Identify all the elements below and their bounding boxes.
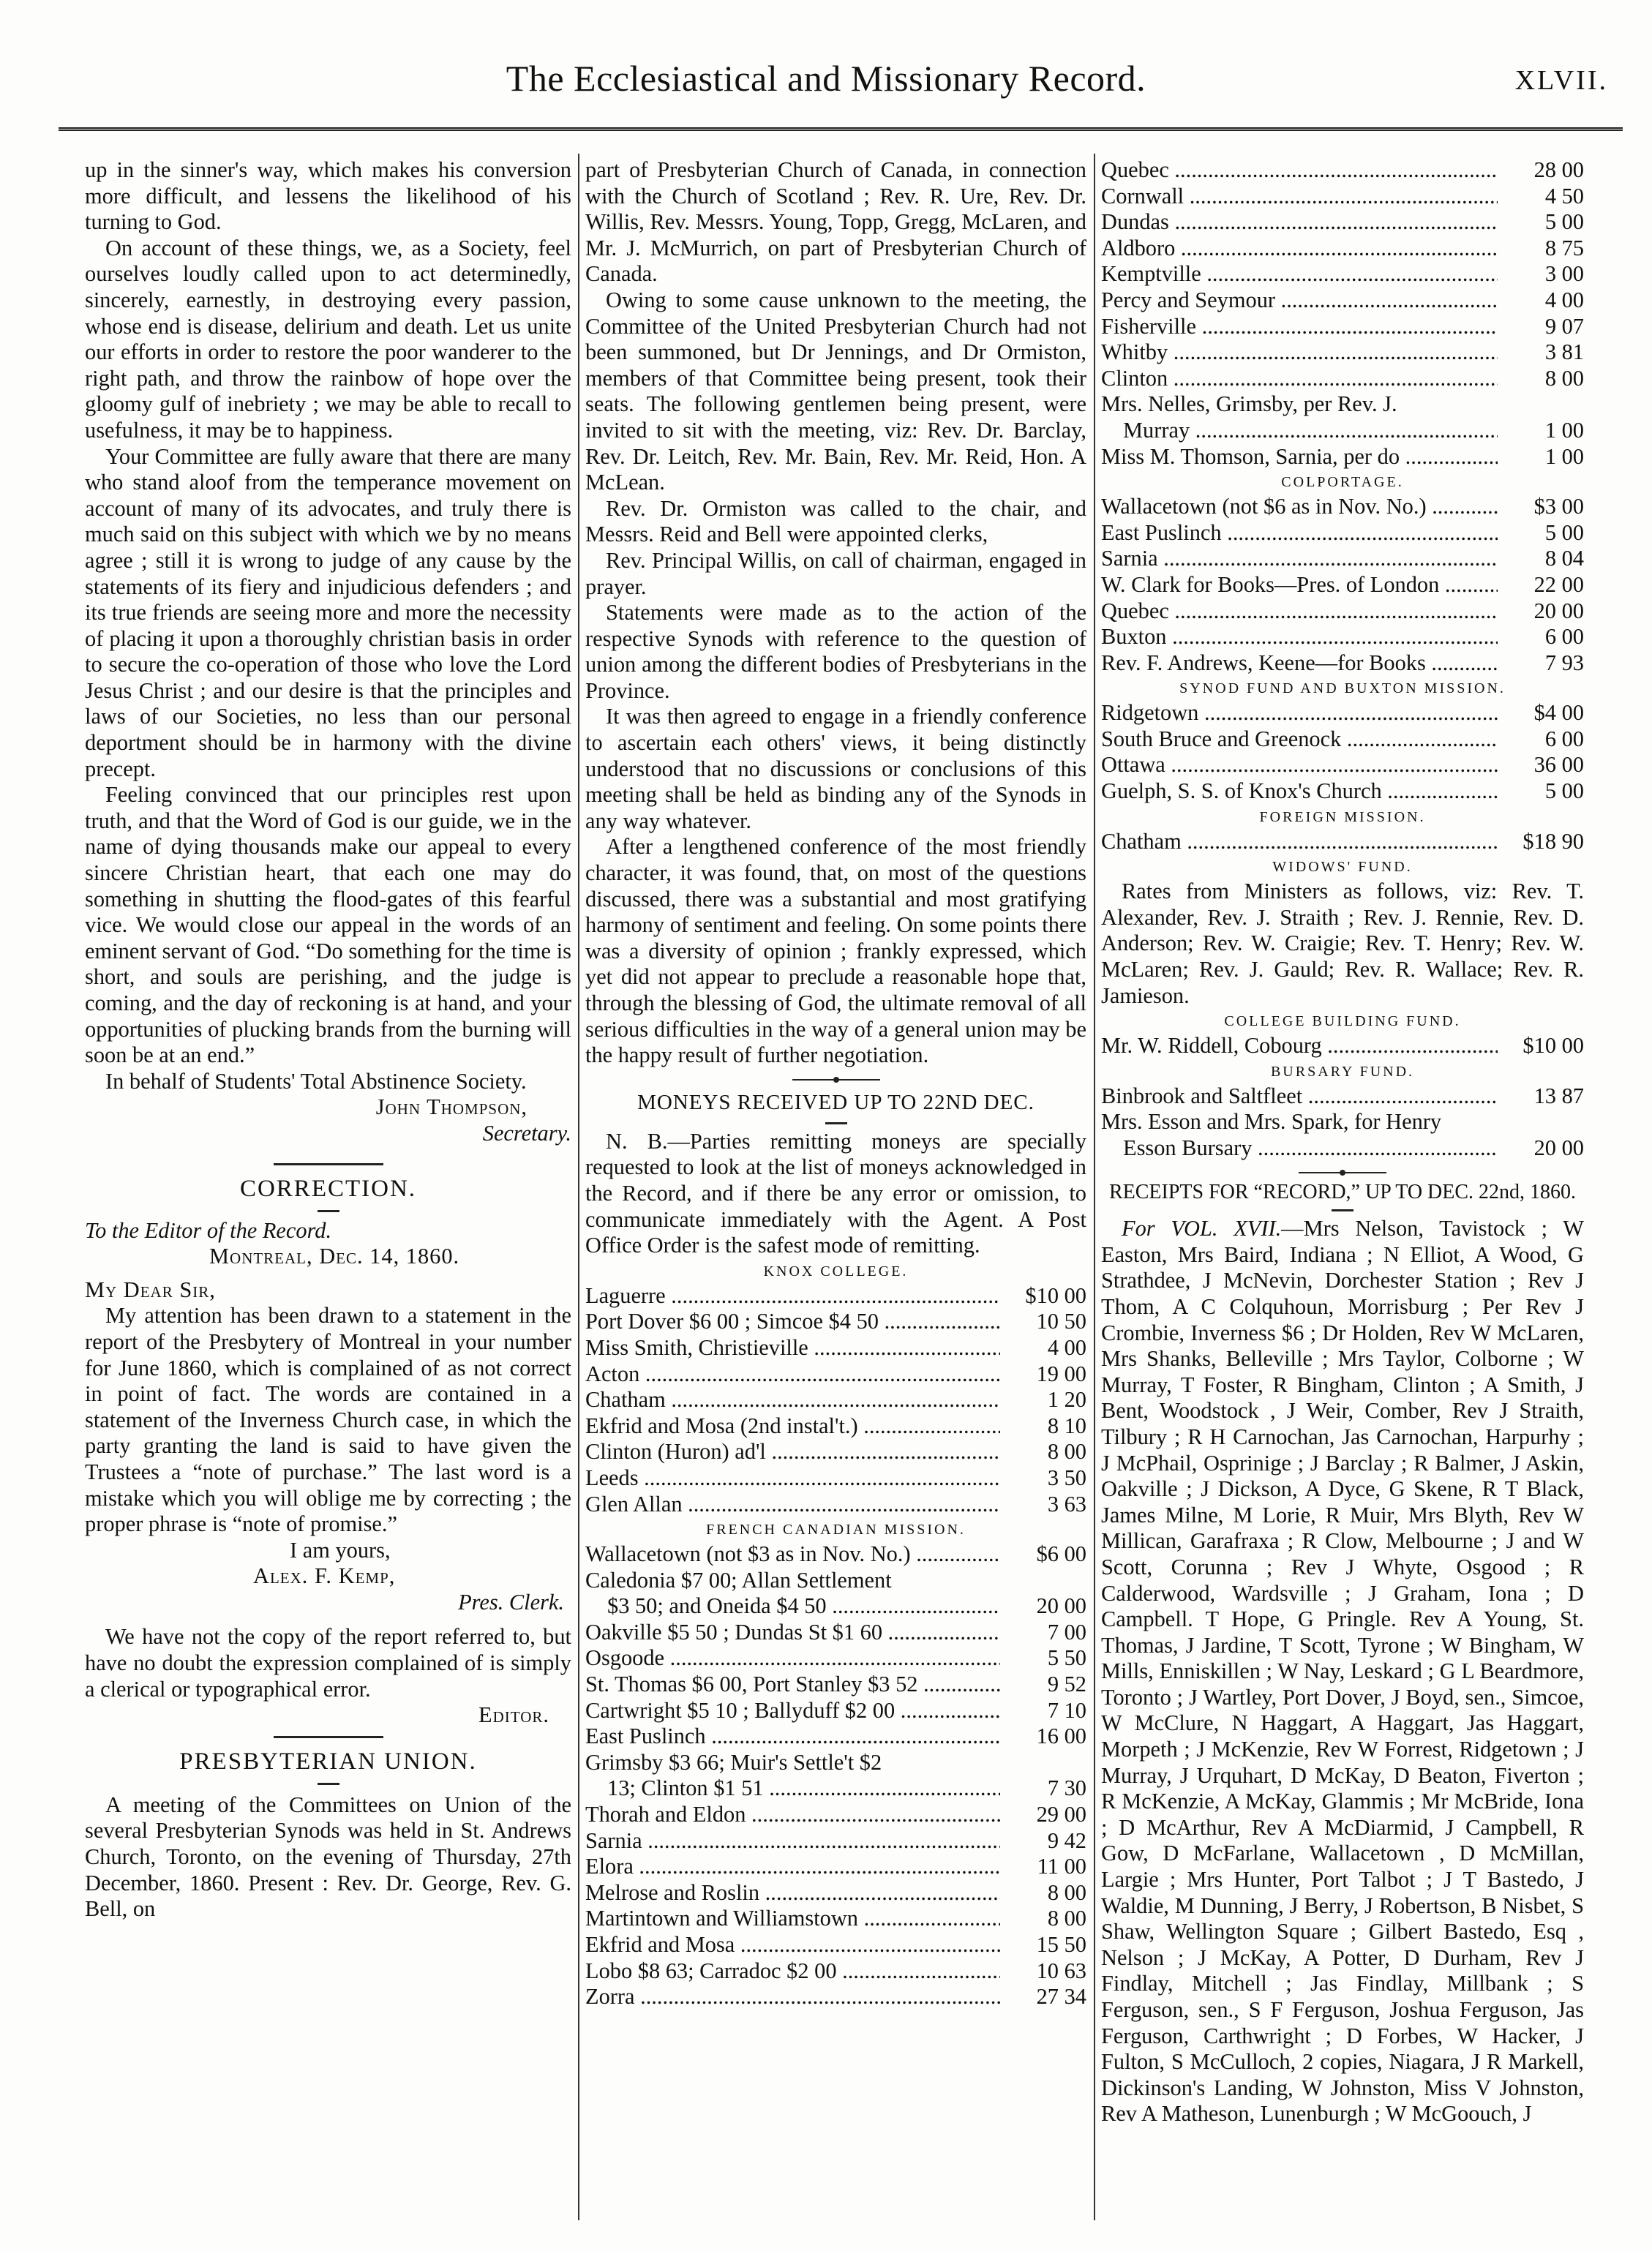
- paragraph: After a lengthened conference of the most friendly character, it was found, that, on most of the questions discussed, there was a substantial and most gratifying harmony of sentiment and feeling. On some points there was a diversity of opinion ; frankly expressed, which yet did not appear to preclude a reasonable hope that, through the blessing of God, the ultimate removal of all serious difficulties in the way of a general union may be the happy result of further negotiation.: [585, 834, 1086, 1068]
- ledger-entry-amount: 36 00: [1533, 752, 1584, 778]
- page-header: [29, 57, 1623, 138]
- editor-note: We have not the copy of the report referred to, but have no doubt the expression complained of is simply a clerical or typographical error.: [85, 1624, 571, 1702]
- column-divider: [578, 154, 579, 2220]
- column-middle: [585, 157, 1086, 2213]
- synod-fund-heading: SYNOD FUND AND BUXTON MISSION.: [1179, 680, 1506, 697]
- ledger-entry-name: 13; Clinton $1 51 .....: [585, 1775, 1000, 1802]
- ledger-entry-name: Chatham .....: [1101, 829, 1498, 855]
- paragraph: It was then agreed to engage in a friendly conference to ascertain each others' views, it being distinctly understood that no discussions or conclusions of this meeting shall be held as binding any of the Synods in any way whatever.: [585, 704, 1086, 833]
- ledger-entry-name: Acton .....: [585, 1361, 1000, 1388]
- ledger-row: [1101, 418, 1584, 444]
- ledger-row: [1101, 339, 1584, 366]
- ledger-row: [1101, 157, 1584, 184]
- ledger-row: [1101, 829, 1584, 855]
- section-rule: [1299, 1172, 1386, 1173]
- paragraph: part of Presbyterian Church of Canada, in connection with the Church of Scotland ; Rev. R. Ure, Rev. Dr. Willis, Rev. Messrs. Young, Topp, Gregg, McLaren, and Mr. J. McMurrich, on part of Presbyterian Church of Canada.: [585, 157, 1086, 287]
- ledger-entry-amount: 20 00: [1533, 598, 1584, 623]
- ledger-entry-amount: 8 75: [1544, 235, 1584, 260]
- ledger-entry-amount: 8 04: [1544, 546, 1584, 571]
- receipts-heading: RECEIPTS FOR “RECORD,” UP TO DEC. 22nd, 1860.: [1108, 1180, 1577, 1203]
- ledger-row: [1101, 726, 1584, 753]
- section-rule: [792, 1079, 880, 1081]
- bursary-fund-ledger: [1101, 1083, 1584, 1162]
- ledger-entry-amount: 7 10: [1047, 1697, 1086, 1723]
- synod-fund-ledger: [1101, 700, 1584, 804]
- ledger-entry-amount: 13 87: [1533, 1083, 1584, 1108]
- ledger-entry-amount: 15 50: [1036, 1932, 1086, 1957]
- letter-closing: I am yours,: [290, 1537, 391, 1563]
- ledger-entry-amount: 20 00: [1036, 1593, 1086, 1619]
- ledger-entry-amount: 3 50: [1047, 1465, 1086, 1490]
- ledger-entry-name: Caledonia $7 00; Allan Settlement: [585, 1567, 892, 1593]
- ledger-entry-amount: 1 20: [1047, 1387, 1086, 1413]
- ledger-row: [1101, 288, 1584, 314]
- ledger-entry-name: Sarnia .....: [585, 1828, 1000, 1854]
- paragraph: Rev. Principal Willis, on call of chairman, engaged in prayer.: [585, 547, 1086, 599]
- notice-text: N. B.—Parties remitting moneys are specially requested to look at the list of moneys acknowledged in the Record, and if there be any error or omission, to communicate immediately with the Agent. A Post Office Order is the safest mode of remitting.: [585, 1128, 1086, 1258]
- ledger-entry-name: Mr. W. Riddell, Cobourg .....: [1101, 1033, 1498, 1059]
- ledger-entry-name: Leeds .....: [585, 1465, 1000, 1492]
- page-number: XLVII.: [1514, 65, 1608, 96]
- ledger-entry-amount: 4 00: [1047, 1334, 1086, 1360]
- ledger-entry-name: Ridgetown .....: [1101, 700, 1498, 726]
- ledger-entry-amount: 4 50: [1544, 183, 1584, 208]
- moneys-heading: MONEYS RECEIVED UP TO 22ND DEC.: [637, 1090, 1035, 1114]
- ledger-row: [1101, 546, 1584, 572]
- signature-title: Secretary.: [482, 1120, 571, 1146]
- ledger-entry-name: Rev. F. Andrews, Keene—for Books .....: [1101, 650, 1498, 677]
- correction-heading: CORRECTION.: [239, 1175, 417, 1202]
- section-rule: [274, 1163, 383, 1165]
- ledger-entry-amount: 6 00: [1544, 726, 1584, 751]
- ledger-entry-amount: 11 00: [1037, 1854, 1086, 1879]
- ledger-row: [1101, 209, 1584, 236]
- ledger-entry-amount: 1 00: [1544, 443, 1584, 469]
- bursary-fund-heading: BURSARY FUND.: [1270, 1063, 1415, 1080]
- ledger-row: [585, 1283, 1086, 1309]
- ledger-entry-amount: 27 34: [1036, 1984, 1086, 2010]
- ledger-entry-name: Esson Bursary .....: [1101, 1135, 1498, 1162]
- ledger-entry-name: Mrs. Esson and Mrs. Spark, for Henry: [1101, 1109, 1442, 1135]
- ledger-row: [585, 1413, 1086, 1440]
- ledger-entry-name: Miss M. Thomson, Sarnia, per do .....: [1101, 444, 1498, 470]
- ledger-entry-amount: 8 00: [1047, 1906, 1086, 1931]
- ledger-row: [1101, 314, 1584, 340]
- ledger-row: [1101, 624, 1584, 650]
- ledger-entry-amount: 29 00: [1036, 1802, 1086, 1827]
- ledger-row: [1101, 1033, 1584, 1059]
- ledger-entry-amount: 5 50: [1047, 1645, 1086, 1671]
- ledger-row: [1101, 598, 1584, 625]
- paragraph: Owing to some cause unknown to the meeting, the Committee of the United Presbyterian Church had not been summoned, but Dr Jennings, and Dr Ormiston, members of that Committee being present, took their seats. The following gentlemen being present, were invited to sit with the meeting, viz: Rev. Dr. Barclay, Rev. Dr. Leitch, Rev. Mr. Bain, Rev. Mr. Reid, Hon. A McLean.: [585, 287, 1086, 495]
- ledger-entry-name: Ottawa .....: [1101, 752, 1498, 778]
- ledger-row: [1101, 1109, 1584, 1135]
- widows-fund-heading: WIDOWS' FUND.: [1272, 859, 1413, 876]
- union-text: A meeting of the Committees on Union of the several Presbyterian Synods was held in St. Andrews Church, Toronto, on the evening of Thursday, 27th December, 1860. Present : Rev. Dr. George, Rev. G. Bell, on: [85, 1792, 571, 1922]
- ledger-entry-name: Thorah and Eldon .....: [585, 1802, 1000, 1828]
- ledger-entry-name: Grimsby $3 66; Muir's Settle't $2: [585, 1749, 882, 1775]
- ledger-entry-name: Laguerre .....: [585, 1283, 1000, 1309]
- ledger-entry-amount: 7 00: [1047, 1619, 1086, 1645]
- knox-college-ledger: [585, 1283, 1086, 1517]
- ledger-entry-name: Zorra .....: [585, 1984, 1000, 2010]
- ledger-entry-name: Elora .....: [585, 1854, 1000, 1880]
- ledger-row: [585, 1439, 1086, 1465]
- ledger-entry-name: W. Clark for Books—Pres. of London .....: [1101, 572, 1498, 598]
- ledger-row: [585, 1828, 1086, 1854]
- ledger-row: [585, 1593, 1086, 1620]
- ledger-entry-name: Fisherville .....: [1101, 314, 1498, 340]
- ledger-entry-amount: 5 00: [1544, 519, 1584, 545]
- ledger-row: [1101, 520, 1584, 546]
- ledger-row: [585, 1750, 1086, 1776]
- ledger-row: [1101, 366, 1584, 392]
- ledger-row: [585, 1335, 1086, 1361]
- ledger-row: [585, 1775, 1086, 1802]
- union-heading: PRESBYTERIAN UNION.: [179, 1748, 477, 1775]
- ledger-entry-name: Clinton .....: [1101, 366, 1498, 392]
- french-mission-ledger: [585, 1541, 1086, 2010]
- foreign-mission-ledger: [1101, 829, 1584, 855]
- ledger-row: [1101, 752, 1584, 778]
- receipts-volume: For VOL. XVII.: [1122, 1216, 1282, 1241]
- ledger-row: [585, 1958, 1086, 1985]
- receipts-list: —Mrs Nelson, Tavistock ; W Easton, Mrs Baird, Indiana ; N Elliot, A Wood, G Strathdee, J McNevin, Dorchester Station ; Rev J Thom, A C Colquhoun, Morrisburg ; Per Rev J Crombie, Inverness $6 ; Dr Holden, Rev W McLaren, Mrs Shanks, Belleville ; Mrs Taylor, Colborne ; W Murray, T Foster, R Bingham, Clinton ; A Smith, J Bent, Woodstock , J Weir, Comber, Rev J Straith, Tilbury ; R H Carnochan, Jas Carnochan, Harpurhy ; J McPhail, Osprinige ; J Barclay ; R Balmer, J Askin, Oakville ; J Dickson, A Dyce, G Skene, R T Black, James Milne, M Lorie, R Muir, Mrs Blyth, Rev W Millican, Garafraxa ; R Clow, Melbourne ; J and W Scott, Corunna ; Rev J Whyte, Osgood ; R Calderwood, Wardsville ; J Graham, Iona ; D Campbell. T Hope, G Pringle. Rev A Young, St. Thomas, J Jardine, T Scott, Tyrone ; W Bingham, W Mills, Enniskillen ; W Nay, Leskard ; G L Beardmore, Toronto ; J Wartley, Port Dover, J Boyd, sen., Simcoe, W McClure, N Haggart, A Haggart, Jas Haggart, Morpeth ; J McKenzie, Rev W Forrest, Ridgetown ; J Murray, J Urquhart, D McKay, D Beaton, Fiverton ; R McKenzie, A McKay, Glammis ; Mr McBride, Iona ; D McArthur, Rev A McDiarmid, J Campbell, R Gow, D McFarlane, Wallacetown , D McMillan, Largie ; Mrs Hunter, Port Talbot ; J T Bastedo, J Waldie, M Dunning, J Berry, J Robertson, B Nisbet, S Shaw, Wellington Square ; Gilbert Bastedo, Esq , Nelson ; J McKay, A Potter, D Durham, Rev J Findlay, Mitchell ; Jas Findlay, Millbank ; S Ferguson, sen., S F Ferguson, Joshua Ferguson, Jas Ferguson, Carthwright ; D Forbes, W Hacker, J Fulton, S McCulloch, 2 copies, Niagara, J R Markell, Dickinson's Landing, W Johnston, Miss V Johnston, Rev A Matheson, Lunenburgh ; W McGoouch, J: [1101, 1216, 1584, 2127]
- college-building-ledger: [1101, 1033, 1584, 1059]
- ledger-entry-amount: 9 52: [1047, 1672, 1086, 1697]
- ledger-entry-name: Sarnia .....: [1101, 546, 1498, 572]
- ledger-row: [585, 1387, 1086, 1413]
- ledger-row: [585, 1645, 1086, 1672]
- french-mission-ledger-continued: [1101, 157, 1584, 470]
- ledger-entry-amount: 10 50: [1036, 1309, 1086, 1334]
- ledger-entry-name: Ekfrid and Mosa .....: [585, 1932, 1000, 1958]
- section-rule: [318, 1783, 339, 1785]
- letter-closing-title: Pres. Clerk.: [458, 1589, 564, 1615]
- ledger-row: [1101, 184, 1584, 210]
- ledger-entry-name: East Puslinch .....: [585, 1724, 1000, 1750]
- ledger-entry-amount: 8 00: [1544, 365, 1584, 391]
- ledger-entry-name: Buxton .....: [1101, 624, 1498, 650]
- ledger-row: [585, 1698, 1086, 1724]
- colportage-ledger: [1101, 494, 1584, 676]
- ledger-entry-amount: 16 00: [1036, 1724, 1086, 1749]
- ledger-entry-amount: $4 00: [1533, 700, 1584, 726]
- ledger-entry-name: Murray .....: [1101, 418, 1498, 444]
- ledger-entry-name: Whitby .....: [1101, 339, 1498, 366]
- ledger-row: [1101, 391, 1584, 418]
- ledger-entry-name: East Puslinch .....: [1101, 520, 1498, 546]
- ledger-entry-name: Binbrook and Saltfleet .....: [1101, 1083, 1498, 1110]
- ledger-row: [1101, 650, 1584, 677]
- ledger-entry-amount: 5 00: [1544, 209, 1584, 235]
- ledger-row: [1101, 1135, 1584, 1162]
- ledger-entry-name: Ekfrid and Mosa (2nd instal't.) .....: [585, 1413, 1000, 1440]
- ledger-row: [585, 1906, 1086, 1932]
- letter-dateline: Montreal, Dec. 14, 1860.: [209, 1244, 460, 1269]
- ledger-entry-name: Wallacetown (not $6 as in Nov. No.) .....: [1101, 494, 1498, 520]
- paragraph: Statements were made as to the action of the respective Synods with reference to the question of union among the different bodies of Presbyterians in the Province.: [585, 600, 1086, 703]
- ledger-entry-name: Port Dover $6 00 ; Simcoe $4 50 .....: [585, 1309, 1000, 1335]
- ledger-row: [585, 1880, 1086, 1906]
- ledger-row: [585, 1361, 1086, 1388]
- ledger-entry-name: Clinton (Huron) ad'l .....: [585, 1439, 1000, 1465]
- paragraph: Your Committee are fully aware that there are many who stand aloof from the temperance movement on account of many of its advocates, and truly there is much said on this subject with which we by no means agree ; still it is wrong to judge of any cause by the statements of its fiery and injudicious defenders ; and its true friends are seeing more and more the necessity of placing it upon a thoroughly christian basis in order to secure the co-operation of those who love the Lord Jesus Christ ; and our desire is that the principles and laws of our Societies, no less than our personal deportment should be in harmony with the divine precept.: [85, 443, 571, 781]
- ledger-entry-amount: 20 00: [1533, 1135, 1584, 1160]
- ledger-entry-name: Guelph, S. S. of Knox's Church .....: [1101, 778, 1498, 805]
- ledger-entry-amount: 4 00: [1544, 287, 1584, 312]
- paragraph: Rev. Dr. Ormiston was called to the chair, and Messrs. Reid and Bell were appointed clerks,: [585, 495, 1086, 547]
- colportage-heading: COLPORTAGE.: [1281, 474, 1404, 491]
- ledger-entry-amount: $10 00: [1025, 1282, 1086, 1308]
- ledger-entry-name: Osgoode .....: [585, 1645, 1000, 1672]
- ledger-entry-amount: $3 00: [1533, 494, 1584, 519]
- header-rule: [59, 127, 1623, 131]
- section-rule: [274, 1736, 383, 1738]
- journal-title: The Ecclesiastical and Missionary Record.: [506, 58, 1146, 99]
- ledger-row: [585, 1620, 1086, 1646]
- ledger-row: [1101, 494, 1584, 520]
- signature-name: John Thompson,: [375, 1094, 527, 1120]
- section-rule: [318, 1210, 339, 1212]
- ledger-entry-amount: 6 00: [1544, 624, 1584, 650]
- ledger-row: [585, 1492, 1086, 1518]
- ledger-entry-name: Martintown and Williamstown .....: [585, 1906, 1000, 1932]
- ledger-entry-name: Quebec .....: [1101, 598, 1498, 625]
- ledger-row: [1101, 572, 1584, 598]
- ledger-entry-amount: 8 00: [1047, 1879, 1086, 1905]
- paragraph: In behalf of Students' Total Abstinence Society.: [105, 1068, 527, 1094]
- ledger-entry-amount: $18 90: [1523, 828, 1584, 854]
- ledger-entry-amount: 3 63: [1047, 1491, 1086, 1517]
- ledger-entry-amount: 5 00: [1544, 778, 1584, 804]
- ledger-row: [585, 1541, 1086, 1568]
- paragraph: up in the sinner's way, which makes his conversion more difficult, and lessens the likelihood of his turning to God.: [85, 157, 571, 235]
- section-rule: [825, 1122, 847, 1124]
- ledger-entry-amount: 28 00: [1533, 157, 1584, 182]
- column-divider: [1094, 154, 1095, 2220]
- ledger-entry-amount: 1 00: [1544, 417, 1584, 443]
- ledger-entry-amount: $6 00: [1036, 1541, 1086, 1567]
- ledger-entry-name: $3 50; and Oneida $4 50 .....: [585, 1593, 1000, 1620]
- ledger-entry-amount: 8 10: [1047, 1413, 1086, 1438]
- letter-salutation: My Dear Sir,: [85, 1277, 216, 1302]
- letter-address: To the Editor of the Record.: [85, 1217, 332, 1243]
- ledger-row: [1101, 236, 1584, 262]
- ledger-entry-name: Aldboro .....: [1101, 236, 1498, 262]
- ledger-entry-amount: 3 81: [1544, 339, 1584, 365]
- ledger-entry-amount: 9 07: [1544, 313, 1584, 339]
- ledger-row: [1101, 261, 1584, 288]
- ledger-entry-name: Glen Allan .....: [585, 1492, 1000, 1518]
- ledger-row: [1101, 778, 1584, 805]
- french-mission-heading: FRENCH CANADIAN MISSION.: [706, 1522, 966, 1538]
- editor-signature: Editor.: [478, 1702, 549, 1728]
- ledger-entry-amount: 19 00: [1036, 1361, 1086, 1386]
- section-rule: [1332, 1209, 1353, 1211]
- ledger-entry-amount: 3 00: [1544, 261, 1584, 287]
- paragraph: On account of these things, we, as a Society, feel ourselves loudly called upon to act determinedly, sincerely, earnestly, in destroying every passion, whose end is disease, delirium and death. Let us unite our efforts in order to restore the poor wanderer to the right path, and throw the rainbow of hope over the gloomy gulf of inebriety ; we may be able to recall to usefulness, it may be to happiness.: [85, 235, 571, 443]
- ledger-row: [585, 1568, 1086, 1594]
- ledger-entry-amount: $10 00: [1523, 1033, 1584, 1059]
- ledger-row: [585, 1309, 1086, 1335]
- ledger-entry-name: Mrs. Nelles, Grimsby, per Rev. J.: [1101, 391, 1397, 417]
- ledger-entry-name: South Bruce and Greenock .....: [1101, 726, 1498, 753]
- ledger-entry-name: Oakville $5 50 ; Dundas St $1 60 .....: [585, 1620, 1000, 1646]
- ledger-entry-name: St. Thomas $6 00, Port Stanley $3 52 .....: [585, 1672, 1000, 1698]
- ledger-row: [585, 1672, 1086, 1698]
- ledger-entry-amount: 7 30: [1047, 1775, 1086, 1801]
- letter-closing-name: Alex. F. Kemp,: [253, 1563, 396, 1589]
- column-right: [1101, 157, 1584, 2213]
- ledger-entry-name: Quebec .....: [1101, 157, 1498, 184]
- knox-college-heading: KNOX COLLEGE.: [763, 1263, 909, 1279]
- widows-fund-text: Rates from Ministers as follows, viz: Rev. T. Alexander, Rev. J. Straith ; Rev. J. Rennie, Rev. D. Anderson; Rev. W. Craigie; Rev. T. Henry; Rev. W. McLaren; Rev. J. Gauld; Rev. R. Wallace; Rev. R. Jamieson.: [1101, 879, 1584, 1008]
- ledger-row: [585, 1724, 1086, 1750]
- college-building-heading: COLLEGE BUILDING FUND.: [1224, 1013, 1461, 1030]
- letter-body: My attention has been drawn to a statement in the report of the Presbytery of Montreal in your number for June 1860, which is complained of as not correct in point of fact. The words are contained in a statement of the Inverness Church case, in which the party granting the land is said to have given the Trustees a “note of purchase.” The last word is a mistake which you will oblige me by correcting ; the proper phrase is “note of promise.”: [85, 1303, 571, 1537]
- ledger-entry-name: Cornwall .....: [1101, 184, 1498, 210]
- ledger-row: [1101, 444, 1584, 470]
- ledger-entry-amount: 8 00: [1047, 1439, 1086, 1465]
- ledger-row: [1101, 1083, 1584, 1110]
- ledger-entry-amount: 9 42: [1047, 1827, 1086, 1853]
- paragraph: Feeling convinced that our principles rest upon truth, and that the Word of God is our guide, we in the name of dying thousands make our appeal to every sincere Christian heart, that each one may do something in shutting the flood-gates of this fearful vice. We would close our appeal in the words of an eminent servant of God. “Do something for the time is short, and souls are perishing, and the judge is coming, and the day of reckoning is at hand, and your opportunities of plucking brands from the burning will soon be at an end.”: [85, 782, 571, 1068]
- ledger-row: [585, 1465, 1086, 1492]
- ledger-entry-name: Cartwright $5 10 ; Ballyduff $2 00 .....: [585, 1698, 1000, 1724]
- ledger-entry-amount: 7 93: [1544, 650, 1584, 675]
- ledger-entry-name: Chatham .....: [585, 1387, 1000, 1413]
- receipts-text: [1101, 1216, 1584, 2127]
- ledger-row: [585, 1854, 1086, 1880]
- ledger-row: [585, 1932, 1086, 1958]
- ledger-entry-amount: 22 00: [1533, 571, 1584, 597]
- ledger-entry-name: Lobo $8 63; Carradoc $2 00 .....: [585, 1958, 1000, 1985]
- foreign-mission-heading: FOREIGN MISSION.: [1259, 808, 1426, 825]
- ledger-row: [1101, 700, 1584, 726]
- ledger-entry-name: Miss Smith, Christieville .....: [585, 1335, 1000, 1361]
- ledger-entry-name: Melrose and Roslin .....: [585, 1880, 1000, 1906]
- ledger-entry-name: Percy and Seymour .....: [1101, 288, 1498, 314]
- ledger-entry-name: Wallacetown (not $3 as in Nov. No.) .....: [585, 1541, 1000, 1568]
- ledger-entry-amount: 10 63: [1036, 1958, 1086, 1983]
- ledger-row: [585, 1984, 1086, 2010]
- ledger-row: [585, 1802, 1086, 1828]
- ledger-entry-name: Dundas .....: [1101, 209, 1498, 236]
- ledger-entry-name: Kemptville .....: [1101, 261, 1498, 288]
- column-left: [85, 157, 571, 2213]
